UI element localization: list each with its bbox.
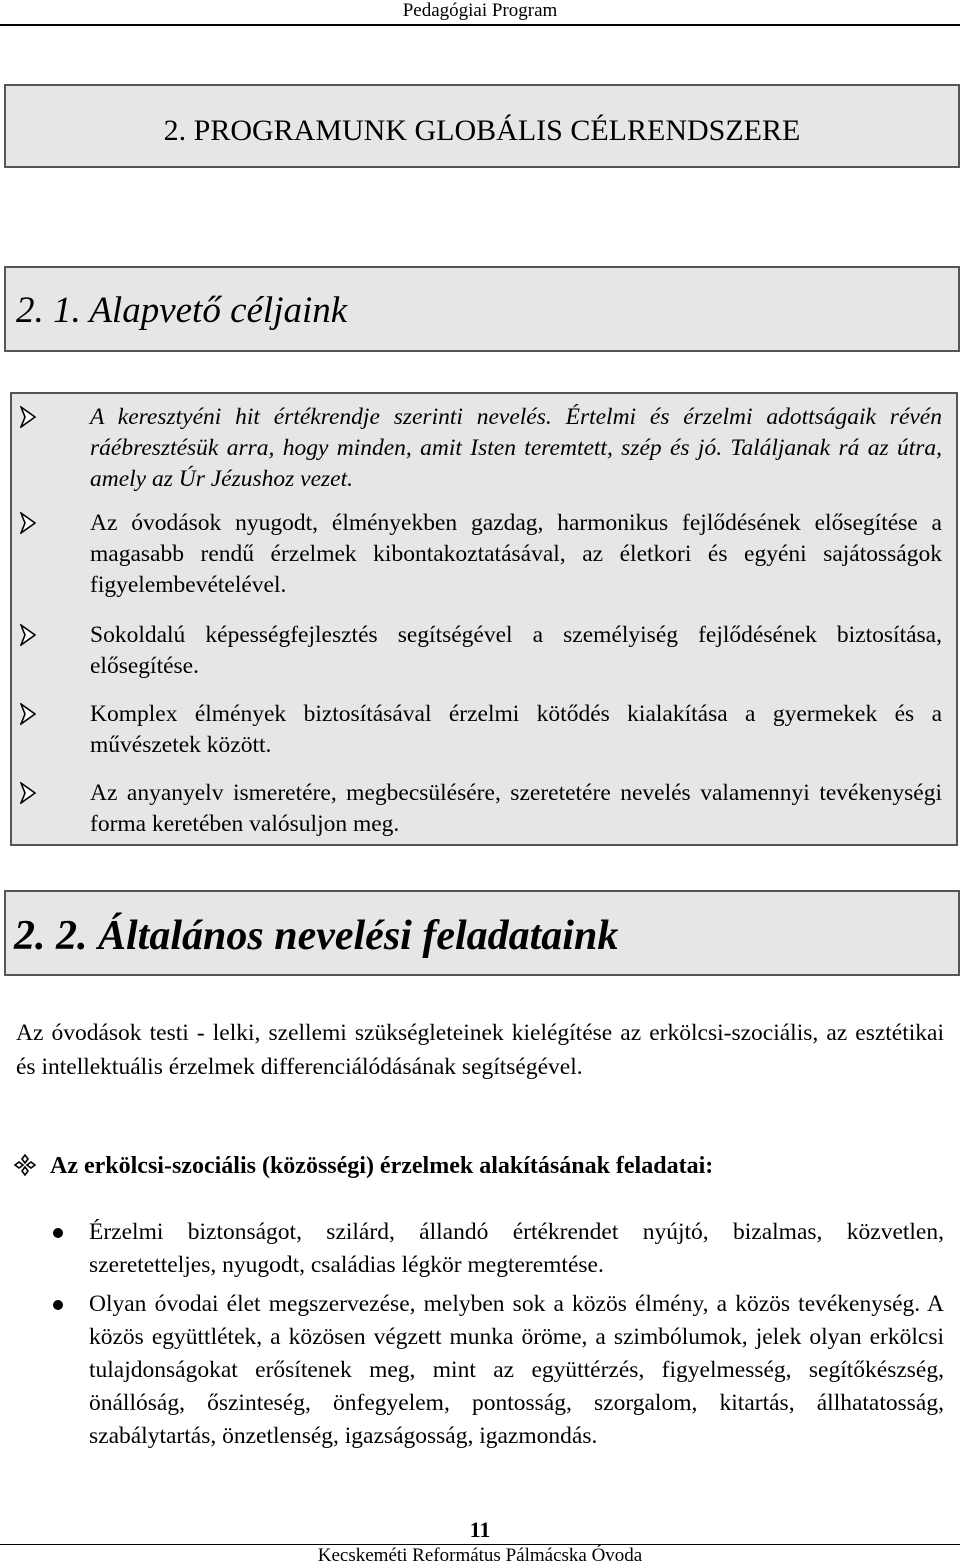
section-2-title-box <box>4 890 960 976</box>
arrowhead-icon <box>20 406 36 428</box>
task-bullet-list <box>0 1216 960 1459</box>
goal-item <box>12 402 956 495</box>
footer-institution: Kecskeméti Református Pálmácska Óvoda <box>317 1545 643 1566</box>
section-1-title: 2. 1. Alapvető céljaink <box>16 290 348 331</box>
goal-item <box>12 620 956 682</box>
arrowhead-icon <box>20 782 36 804</box>
chapter-title-box <box>4 84 960 168</box>
goal-text: Az óvodások nyugodt, élményekben gazdag, harmonikus fejlődésének elősegítése a magasabb rendű érzelmek kibontakoztatásával, az életkori és egyéni sajátosságok figyelembevételével. <box>90 510 942 598</box>
header-divider <box>0 24 960 26</box>
section-2-title: 2. 2. Általános nevelési feladataink <box>14 913 619 959</box>
section-1-title-box <box>4 266 960 352</box>
goal-text: A keresztyéni hit értékrendje szerinti nevelés. Értelmi és érzelmi adottságaik révén ráébresztésük arra, hogy minden, amit Isten teremtett, szép és jó. Találjanak rá az útra, amely az Úr Jézushoz vezet. <box>90 404 942 492</box>
arrowhead-icon <box>20 703 36 725</box>
goal-text: Komplex élmények biztosításával érzelmi kötődés kialakítása a gyermekek és a művészetek között. <box>90 701 942 758</box>
goal-item <box>12 699 956 761</box>
arrowhead-icon <box>20 624 36 646</box>
goal-item <box>12 778 956 840</box>
chapter-title: 2. PROGRAMUNK GLOBÁLIS CÉLRENDSZERE <box>163 114 801 147</box>
page-header-title: Pedagógiai Program <box>402 0 558 21</box>
section-2-paragraph: Az óvodások testi - lelki, szellemi szükségleteinek kielégítése az erkölcsi-szociális, az esztétikai és intellektuális érzelmek differenciálódásának segítségével. <box>16 1020 944 1080</box>
goals-box <box>10 392 958 846</box>
page-number: 11 <box>469 1517 491 1542</box>
list-item-text: Olyan óvodai élet megszervezése, melyben sok a közös élmény, a közös tevékenység. A közös együttlétek, a közösen végzett munka öröme, a szimbólumok, jelek olyan erkölcsi tulajdonságokat erősítenek meg, mint az együttérzés, figyelmesség, segítőkészség, önállóság, őszinteség, önfegyelem, pontosság, szorgalom, kitartás, állhatatosság, szabálytartás, önzetlenség, igazságosság, igazmondás. <box>89 1291 944 1449</box>
goal-item <box>12 508 956 601</box>
goal-text: Sokoldalú képességfejlesztés segítségével a személyiség fejlődésének biztosítása, elősegítése. <box>90 622 942 679</box>
filled-circle-icon <box>53 1228 63 1238</box>
list-item-text: Érzelmi biztonságot, szilárd, állandó értékrendet nyújtó, bizalmas, közvetlen, szeretetteljes, nyugodt, családias légkör megteremtése. <box>89 1219 944 1278</box>
arrowhead-icon <box>20 512 36 534</box>
goal-text: Az anyanyelv ismeretére, megbecsülésére, szeretetére nevelés valamennyi tevékenységi forma keretében valósuljon meg. <box>90 780 942 837</box>
list-item <box>0 1288 960 1453</box>
four-diamond-icon <box>14 1154 36 1176</box>
section-2-subheading <box>14 1150 944 1182</box>
list-item <box>0 1216 960 1282</box>
subheading-text: Az erkölcsi-szociális (közösségi) érzelmek alakításának feladatai: <box>50 1153 714 1179</box>
filled-circle-icon <box>53 1300 63 1310</box>
